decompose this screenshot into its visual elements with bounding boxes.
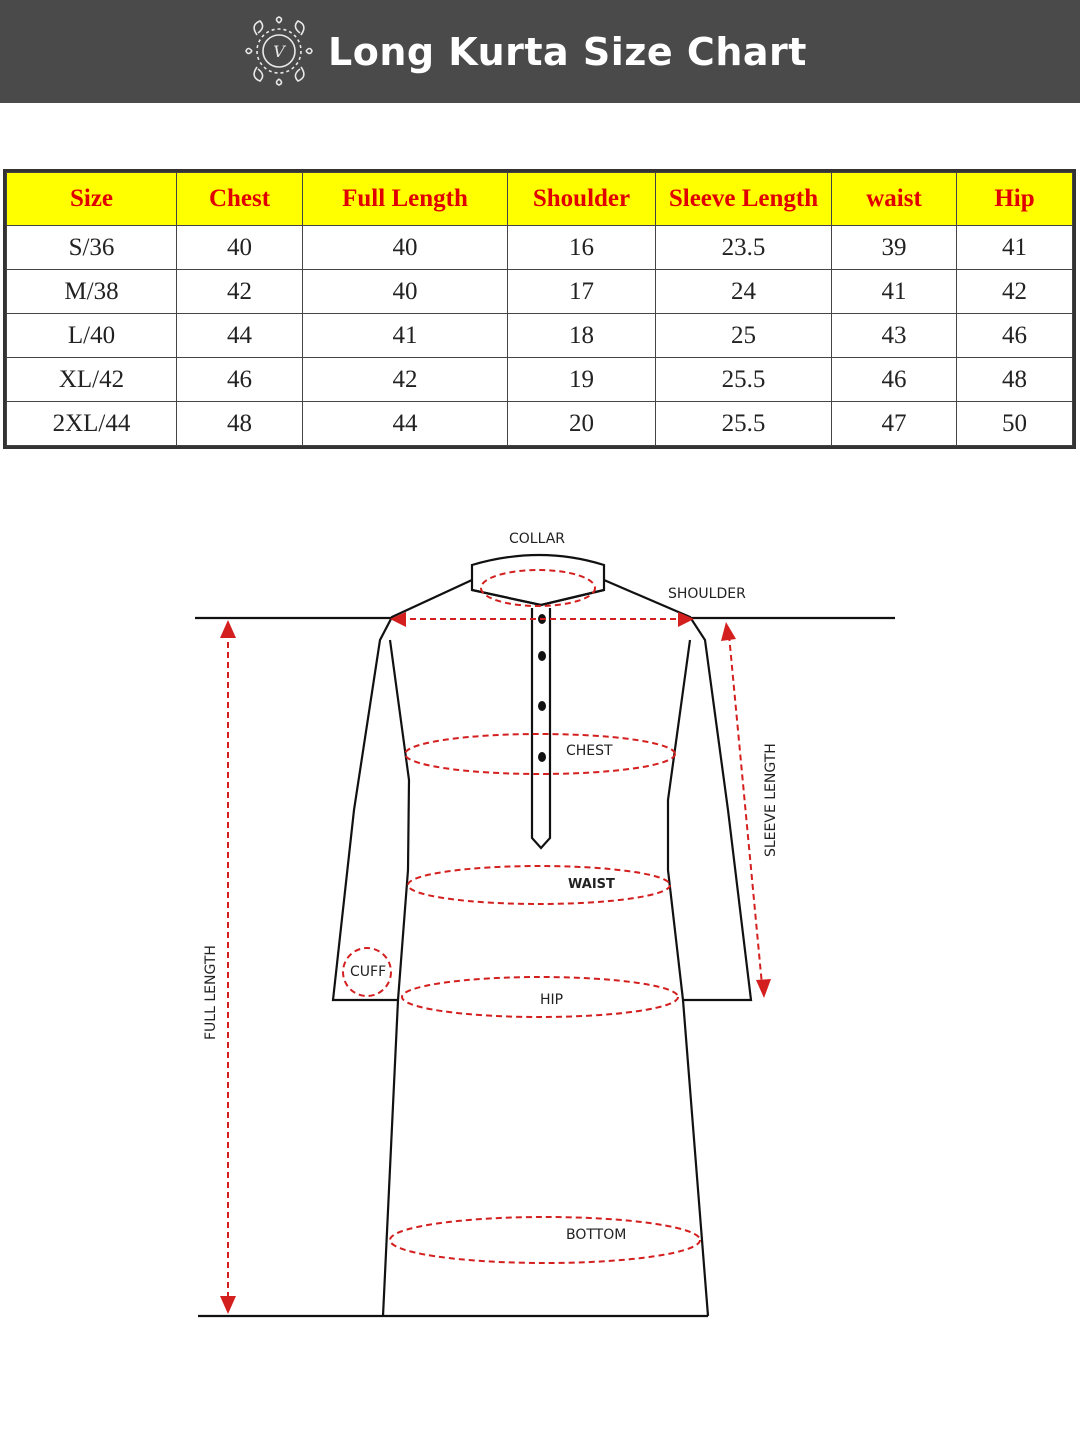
table-cell: 46 <box>177 358 303 402</box>
page-title: Long Kurta Size Chart <box>328 30 807 74</box>
table-cell: 39 <box>832 226 957 270</box>
table-cell: 46 <box>832 358 957 402</box>
column-header-hip: Hip <box>957 173 1073 226</box>
table-cell: 40 <box>303 270 508 314</box>
table-cell: M/38 <box>7 270 177 314</box>
table-cell: 2XL/44 <box>7 402 177 446</box>
table-cell: 19 <box>508 358 656 402</box>
full-length-label: FULL LENGTH <box>203 945 219 1040</box>
table-cell: 42 <box>177 270 303 314</box>
table-cell: 18 <box>508 314 656 358</box>
column-header-shoulder: Shoulder <box>508 173 656 226</box>
table-cell: 48 <box>957 358 1073 402</box>
waist-label: WAIST <box>568 877 615 892</box>
cuff-label: CUFF <box>350 964 387 980</box>
table-cell: 43 <box>832 314 957 358</box>
table-cell: 41 <box>303 314 508 358</box>
logo-letter: V <box>273 42 285 61</box>
table-cell: 50 <box>957 402 1073 446</box>
table-cell: 40 <box>177 226 303 270</box>
table-cell: 42 <box>303 358 508 402</box>
table-cell: 40 <box>303 226 508 270</box>
placket-buttons <box>538 614 546 762</box>
table-cell: XL/42 <box>7 358 177 402</box>
bottom-label: BOTTOM <box>566 1227 627 1243</box>
shoulder-label: SHOULDER <box>668 586 746 602</box>
table-cell: 46 <box>957 314 1073 358</box>
column-header-sleeve-length: Sleeve Length <box>656 173 832 226</box>
table-cell: 25 <box>656 314 832 358</box>
table-cell: 42 <box>957 270 1073 314</box>
table-cell: 25.5 <box>656 358 832 402</box>
table-cell: 41 <box>832 270 957 314</box>
table-cell: 20 <box>508 402 656 446</box>
kurta-outline <box>195 555 895 1316</box>
measurement-guides <box>228 570 762 1305</box>
column-header-chest: Chest <box>177 173 303 226</box>
table-cell: 44 <box>177 314 303 358</box>
column-header-full-length: Full Length <box>303 173 508 226</box>
table-cell: 24 <box>656 270 832 314</box>
collar-label: COLLAR <box>509 531 566 547</box>
table-cell: 48 <box>177 402 303 446</box>
column-header-size: Size <box>7 173 177 226</box>
measurement-arrowheads <box>220 612 771 1314</box>
table-cell: 23.5 <box>656 226 832 270</box>
table-cell: L/40 <box>7 314 177 358</box>
hip-label: HIP <box>540 992 564 1008</box>
table-cell: 17 <box>508 270 656 314</box>
chest-label: CHEST <box>566 743 613 759</box>
table-cell: 44 <box>303 402 508 446</box>
table-cell: 16 <box>508 226 656 270</box>
column-header-waist: waist <box>832 173 957 226</box>
sleeve-length-label: SLEEVE LENGTH <box>763 743 779 857</box>
table-cell: 25.5 <box>656 402 832 446</box>
table-cell: S/36 <box>7 226 177 270</box>
table-cell: 41 <box>957 226 1073 270</box>
table-cell: 47 <box>832 402 957 446</box>
